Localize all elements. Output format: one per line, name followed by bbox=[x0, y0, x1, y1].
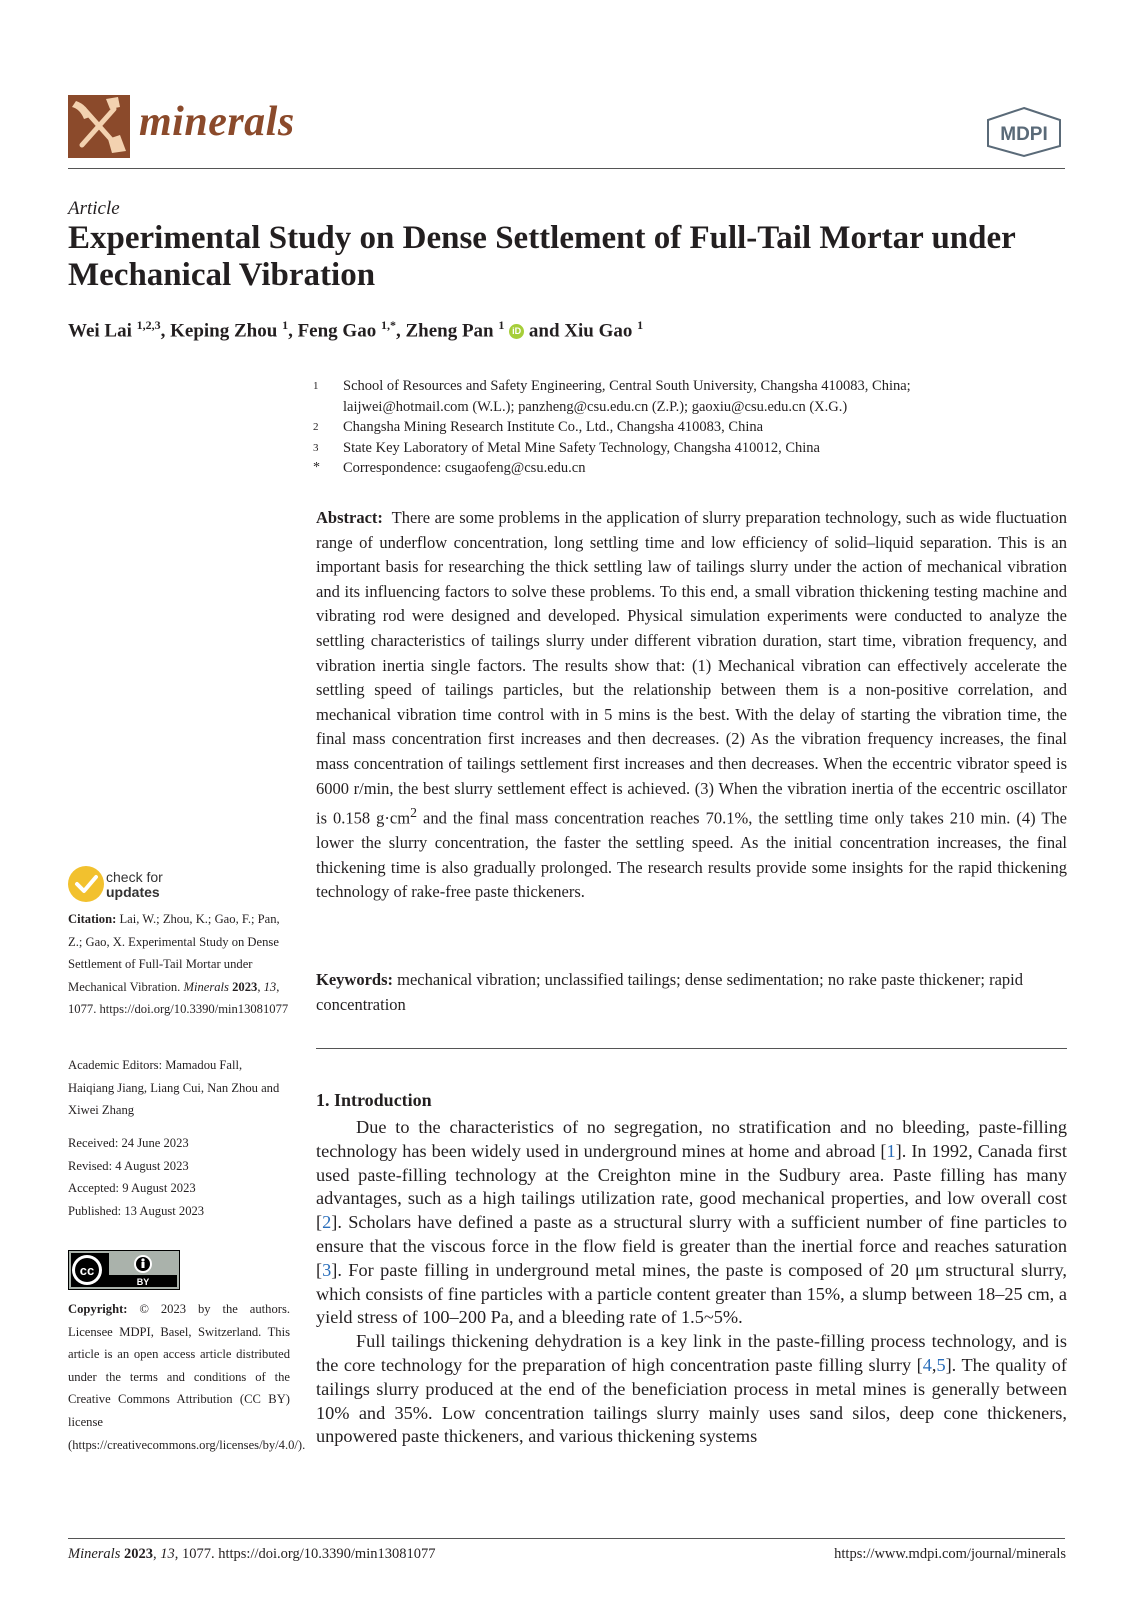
citation-label: Citation: bbox=[68, 912, 117, 926]
affiliation-marker: 3 bbox=[313, 441, 319, 454]
affiliation-item bbox=[313, 417, 1073, 438]
publisher-logo-text: MDPI bbox=[1000, 124, 1048, 145]
svg-text:cc: cc bbox=[79, 1263, 95, 1278]
footer-doi[interactable]: , 1077. https://doi.org/10.3390/min13081077 bbox=[174, 1546, 436, 1562]
author-affil: 1,2,3 bbox=[136, 318, 161, 332]
reference-link[interactable]: 4 bbox=[922, 1354, 932, 1375]
reference-link[interactable]: 1 bbox=[886, 1140, 896, 1161]
affiliation-marker: 1 bbox=[313, 380, 319, 392]
updates-label: updates bbox=[106, 884, 160, 900]
keywords-text: mechanical vibration; unclassified tailings; dense sedimentation; no rake paste thickener; rapid concentration bbox=[316, 970, 1024, 1014]
accepted-date: Accepted: 9 August 2023 bbox=[68, 1181, 196, 1196]
affiliation-text: School of Resources and Safety Engineering, Central South University, Changsha 410083, China; bbox=[343, 378, 911, 394]
copyright-label: Copyright: bbox=[68, 1302, 128, 1316]
dates-block bbox=[68, 1132, 290, 1222]
citation-year: 2023 bbox=[232, 979, 258, 994]
author-affil: 1 bbox=[637, 318, 644, 332]
pickaxe-shovel-icon bbox=[68, 95, 130, 158]
author-affil: 1 bbox=[282, 318, 289, 332]
section-heading: 1. Introduction bbox=[316, 1090, 432, 1110]
affiliation-item bbox=[313, 376, 1073, 417]
paper-title: Experimental Study on Dense Settlement of Full-Tail Mortar under Mechanical Vibration bbox=[68, 220, 1016, 293]
author-name: Zheng Pan bbox=[405, 320, 494, 342]
footer-journal: Minerals bbox=[68, 1546, 121, 1562]
reference-link[interactable]: 2 bbox=[322, 1212, 332, 1233]
author-affil: 1 bbox=[498, 318, 505, 332]
author-affil: 1,* bbox=[380, 318, 396, 332]
footer-volume: 13 bbox=[160, 1546, 175, 1562]
abstract-label: Abstract: bbox=[316, 508, 383, 527]
author-list: Wei Lai $^{1,2,3}$, Keping Zhou $^1$, Feng Gao $^{1,*}$, Zheng Pan $^1$ iD and Xiu Gao $^1$ bbox=[68, 318, 644, 342]
abstract-divider bbox=[316, 1048, 1067, 1049]
cc-by-label: BY bbox=[136, 1277, 150, 1287]
citation-journal: Minerals bbox=[183, 979, 229, 994]
affiliations bbox=[313, 376, 1073, 479]
revised-date: Revised: 4 August 2023 bbox=[68, 1158, 189, 1173]
abstract bbox=[316, 506, 1067, 905]
affiliation-emails: laijwei@hotmail.com (W.L.); panzheng@csu.edu.cn (Z.P.); gaoxiu@csu.edu.cn (X.G.) bbox=[343, 398, 848, 415]
footer-journal-url[interactable]: https://www.mdpi.com/journal/minerals bbox=[834, 1546, 1066, 1562]
correspondence-text: Correspondence: csugaofeng@csu.edu.cn bbox=[343, 460, 586, 476]
affiliation-item bbox=[313, 458, 1073, 479]
author-name: Wei Lai bbox=[68, 320, 132, 342]
author-name: Feng Gao bbox=[297, 320, 377, 342]
citation-block: Citation: Lai, W.; Zhou, K.; Gao, F.; Pan, Z.; Gao, X. Experimental Study on Dense Settlement of Full-Tail Mortar under Mechanical Vibration. Minerals 2023, 13, 1077. https://doi.org/10.3390/min13081077 bbox=[68, 912, 289, 1017]
keywords-label: Keywords: bbox=[316, 970, 393, 989]
affiliation-marker: * bbox=[313, 460, 320, 475]
header-divider bbox=[68, 168, 1065, 169]
copyright-block bbox=[68, 1298, 306, 1456]
affiliation-item bbox=[313, 438, 1073, 459]
affiliation-marker: 2 bbox=[313, 421, 319, 433]
journal-name: minerals bbox=[139, 99, 295, 145]
citation-volume: 13 bbox=[263, 979, 277, 994]
footer-divider bbox=[68, 1538, 1065, 1539]
keywords bbox=[316, 968, 1067, 1017]
reference-link[interactable]: 3 bbox=[322, 1259, 332, 1280]
orcid-icon[interactable]: iD bbox=[509, 324, 524, 339]
article-type: Article bbox=[68, 198, 120, 219]
reference-link[interactable]: 5 bbox=[936, 1354, 946, 1375]
introduction-body bbox=[316, 1116, 1067, 1449]
footer-year: 2023 bbox=[123, 1546, 153, 1562]
author-name: Xiu Gao bbox=[564, 320, 633, 342]
intro-paragraph-1: Due to the characteristics of no segregation, no stratification and no bleeding, paste-filling technology has been widely used in underground mines at home and abroad [1]. In 1992, Canada first used paste-filling technology at the Creighton mine in the Sudbury area. Paste filling has many advantages, such as a high tailings utilization rate, good mechanical properties, and low overall cost [2]. Scholars have defined a paste as a structural slurry with a sufficient number of fine particles to ensure that the viscous force in the flow field is greater than the inertial force and reaches saturation [3]. For paste filling in underground metal mines, the paste is composed of 20 μm structural slurry, which consists of fine particles with a particle content greater than 15%, a slump between 18–25 cm, a yield stress of 100–200 Pa, and a bleeding rate of 1.5~5%. bbox=[316, 1117, 1067, 1328]
mdpi-logo bbox=[984, 106, 1064, 158]
journal-logo bbox=[68, 95, 130, 158]
check-for-updates-badge[interactable] bbox=[68, 866, 268, 906]
footer-citation: Minerals 2023, 13, 1077. https://doi.org/10.3390/min13081077 bbox=[68, 1546, 436, 1562]
author-name: Keping Zhou bbox=[170, 320, 278, 342]
intro-paragraph-2: Full tailings thickening dehydration is a key link in the paste-filling process technology, and is the core technology for the preparation of high concentration paste filling slurry [4,5]. The quality of tailings slurry produced at the end of the beneficiation process in metal mines is generally between 10% and 35%. Low concentration tailings slurry mainly uses sand silos, deep cone thickeners, unpowered paste thickeners, and various thickening systems bbox=[316, 1331, 1067, 1447]
cc-by-license-icon[interactable] bbox=[68, 1250, 180, 1290]
citation-doi[interactable]: , 1077. https://doi.org/10.3390/min13081077 bbox=[68, 979, 289, 1017]
abstract-text-cont: and the final mass concentration reaches 70.1%, the settling time only takes 210 min. (4) The lower the slurry concentration, the faster the settling speed. As the initial concentration increases, the final thickening time is also gradually prolonged. The research results provide some insights for the rapid thickening technology of rake-free paste thickeners. bbox=[316, 808, 1067, 902]
abstract-text: There are some problems in the application of slurry preparation technology, such as wide fluctuation range of underflow concentration, long settling time and low efficiency of solid–liquid separation. This is an important basis for researching the thick settling law of tailings slurry under the action of mechanical vibration and its influencing factors to solve these problems. To this end, a small vibration thickening testing machine and vibrating rod were designed and developed. Physical simulation experiments were conducted to analyze the settling characteristics of tailings slurry under different vibration duration, start time, vibration frequency, and vibration inertia single factors. The results show that: (1) Mechanical vibration can effectively accelerate the settling speed of tailings particles, but the relationship between them is a non-positive correlation, and mechanical vibration time control with in 5 mins is the best. With the delay of starting the vibration time, the final mass concentration first increases and then decreases. (2) As the vibration frequency increases, the final mass concentration of tailings settlement first increases and then decreases. When the eccentric vibrator speed is 6000 r/min, the best slurry settlement effect is achieved. (3) When the vibration inertia of the eccentric oscillator is 0.158 g·cm bbox=[316, 508, 1067, 828]
affiliation-text: Changsha Mining Research Institute Co., Ltd., Changsha 410083, China bbox=[343, 419, 764, 435]
academic-editors: Academic Editors: Mamadou Fall, Haiqiang Jiang, Liang Cui, Nan Zhou and Xiwei Zhang bbox=[68, 1058, 280, 1118]
received-date: Received: 24 June 2023 bbox=[68, 1136, 189, 1150]
checkmark-icon bbox=[68, 866, 104, 902]
abstract-superscript: 2 bbox=[410, 805, 417, 821]
copyright-text: © 2023 by the authors. Licensee MDPI, Basel, Switzerland. This article is an open access article distributed under the terms and conditions of the Creative Commons Attribution (CC BY) license (https://creativecommons.org/licenses/by/4.0/). bbox=[68, 1302, 306, 1452]
check-for-label: check for bbox=[106, 869, 163, 885]
citation-text: Lai, W.; Zhou, K.; Gao, F.; Pan, Z.; Gao, X. Experimental Study on Dense Settlement of Full-Tail Mortar under Mechanical Vibration. bbox=[68, 912, 280, 994]
published-date: Published: 13 August 2023 bbox=[68, 1203, 205, 1218]
affiliation-text: State Key Laboratory of Metal Mine Safety Technology, Changsha 410012, China bbox=[343, 439, 820, 456]
